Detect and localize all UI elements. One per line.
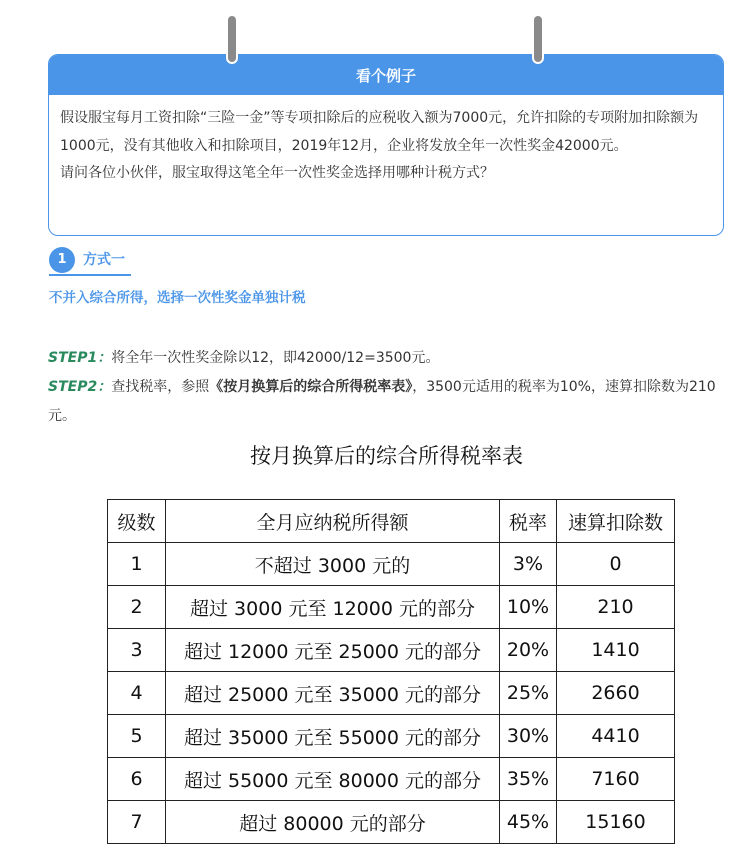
table-row [108, 715, 675, 758]
cell-income: 超过 12000 元至 25000 元的部分 [166, 629, 500, 672]
cell-deduction: 210 [557, 586, 675, 629]
step-1-text: 将全年一次性奖金除以12，即42000/12=3500元。 [111, 350, 440, 366]
header-deduction: 速算扣除数 [557, 500, 675, 543]
cell-rate: 35% [500, 758, 557, 801]
example-card [48, 54, 724, 236]
cell-level: 3 [108, 629, 166, 672]
step-2-highlight: 《按月换算后的综合所得税率表》 [209, 379, 413, 395]
cell-income: 超过 80000 元的部分 [166, 801, 500, 844]
table-row [108, 672, 675, 715]
step-2-text-before: 查找税率，参照 [111, 379, 210, 395]
header-income: 全月应纳税所得额 [166, 500, 500, 543]
method-underline [49, 274, 131, 276]
binder-ring-right-icon [532, 14, 544, 64]
tax-rate-table [107, 499, 675, 844]
cell-level: 6 [108, 758, 166, 801]
cell-deduction: 1410 [557, 629, 675, 672]
cell-rate: 20% [500, 629, 557, 672]
cell-level: 1 [108, 543, 166, 586]
table-row [108, 758, 675, 801]
step-2-text-after: ，3500元适用的税率为10%，速算扣除数为210元。 [48, 379, 716, 424]
method-number-badge: 1 [49, 247, 75, 273]
cell-level: 7 [108, 801, 166, 844]
cell-rate: 10% [500, 586, 557, 629]
method-subtitle: 不并入综合所得，选择一次性奖金单独计税 [49, 290, 306, 306]
table-header-row [108, 500, 675, 543]
step-1 [48, 344, 728, 373]
example-paragraph-2: 请问各位小伙伴，服宝取得这笔全年一次性奖金选择用哪种计税方式？ [60, 165, 494, 181]
step-1-tag: STEP1： [48, 350, 112, 366]
cell-deduction: 15160 [557, 801, 675, 844]
cell-level: 4 [108, 672, 166, 715]
cell-rate: 30% [500, 715, 557, 758]
table-row [108, 801, 675, 844]
steps-block [48, 344, 728, 431]
tax-table-title: 按月换算后的综合所得税率表 [250, 444, 523, 468]
method-label: 方式一 [83, 252, 125, 268]
cell-income: 超过 35000 元至 55000 元的部分 [166, 715, 500, 758]
header-level: 级数 [108, 500, 166, 543]
step-2-tag: STEP2： [48, 379, 112, 395]
cell-rate: 45% [500, 801, 557, 844]
cell-income: 超过 3000 元至 12000 元的部分 [166, 586, 500, 629]
cell-deduction: 2660 [557, 672, 675, 715]
cell-deduction: 4410 [557, 715, 675, 758]
example-card-body [49, 95, 723, 188]
cell-level: 2 [108, 586, 166, 629]
cell-level: 5 [108, 715, 166, 758]
cell-income: 不超过 3000 元的 [166, 543, 500, 586]
cell-rate: 3% [500, 543, 557, 586]
table-row [108, 629, 675, 672]
example-paragraph-1: 假设服宝每月工资扣除“三险一金”等专项扣除后的应税收入额为7000元，允许扣除的专项附加扣除额为1000元，没有其他收入和扣除项目，2019年12月，企业将发放全年一次性奖金42000元。 [60, 110, 699, 154]
cell-deduction: 7160 [557, 758, 675, 801]
step-2 [48, 373, 728, 431]
header-rate: 税率 [500, 500, 557, 543]
cell-rate: 25% [500, 672, 557, 715]
cell-deduction: 0 [557, 543, 675, 586]
cell-income: 超过 55000 元至 80000 元的部分 [166, 758, 500, 801]
cell-income: 超过 25000 元至 35000 元的部分 [166, 672, 500, 715]
table-row [108, 586, 675, 629]
binder-ring-left-icon [226, 14, 238, 64]
example-card-title: 看个例子 [49, 55, 723, 95]
table-row [108, 543, 675, 586]
